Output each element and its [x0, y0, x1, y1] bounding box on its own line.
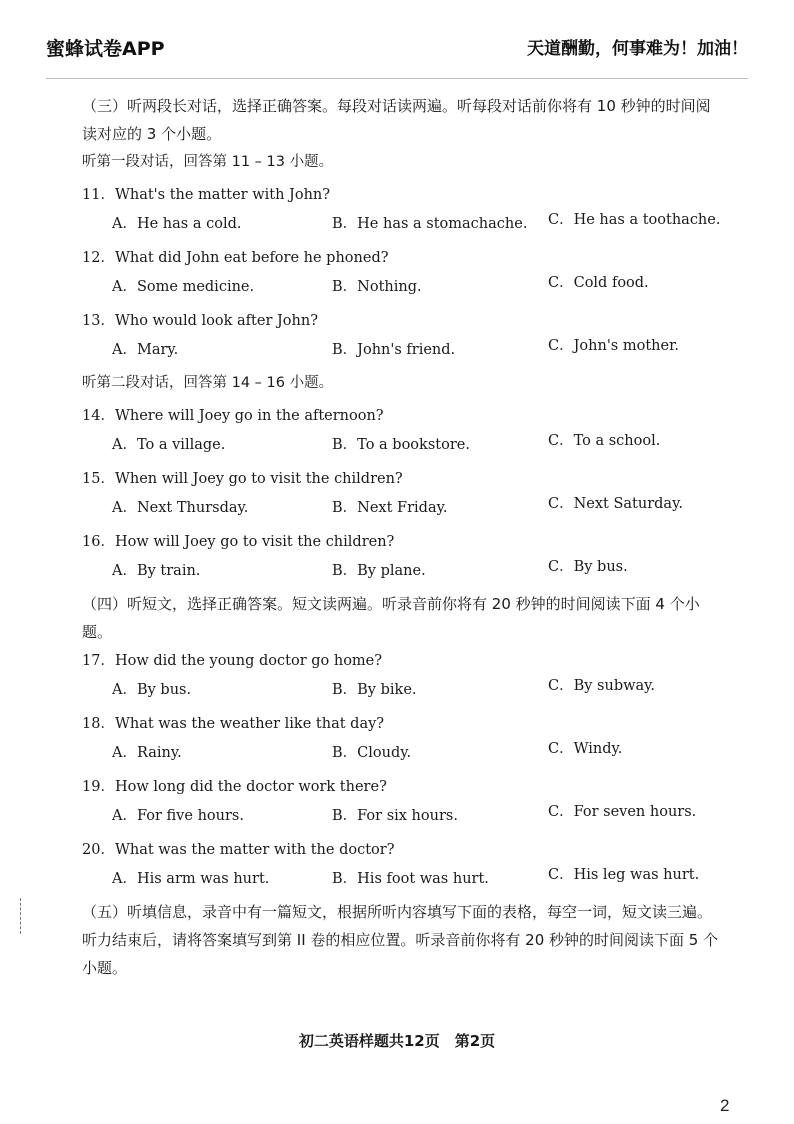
option-b: B．By bike. [332, 682, 417, 698]
option-b: B．By plane. [332, 563, 426, 579]
option-row [82, 337, 722, 369]
option-row [82, 211, 722, 243]
option-b: B．Nothing. [332, 279, 422, 295]
option-row [82, 677, 722, 709]
question-stem: 16．How will Joey go to visit the children? [82, 534, 395, 550]
scan-artifact [20, 898, 22, 934]
section-5-instruction: （五）听填信息，录音中有一篇短文，根据所听内容填写下面的表格，每空一词，短文读三遍。听力结束后，请将答案填写到第 II 卷的相应位置。听录音前你将有 20 秒钟的时间阅读下面 5 个小题。 [82, 903, 719, 977]
question-stem: 11．What's the matter with John? [82, 187, 331, 203]
app-name: 蜜蜂试卷APP [46, 38, 165, 60]
question-17 [82, 646, 722, 709]
option-a: A．Some medicine. [112, 279, 255, 295]
option-c: C．Windy. [548, 741, 623, 757]
question-16 [82, 527, 722, 590]
option-c: C．Cold food. [548, 275, 649, 291]
header-slogan: 天道酬勤，何事难为！加油！ [527, 39, 748, 59]
section-3-instruction: （三）听两段长对话，选择正确答案。每段对话读两遍。听每段对话前你将有 10 秒钟的时间阅读对应的 3 个小题。 [82, 97, 711, 143]
option-b: B．To a bookstore. [332, 437, 470, 453]
option-row [82, 274, 722, 306]
question-19 [82, 772, 722, 835]
dialog-1-intro: 听第一段对话，回答第 11 – 13 小题。 [82, 154, 334, 170]
option-b: B．His foot was hurt. [332, 871, 489, 887]
option-a: A．To a village. [112, 437, 226, 453]
section-4-instruction: （四）听短文，选择正确答案。短文读两遍。听录音前你将有 20 秒钟的时间阅读下面 4 个小题。 [82, 595, 700, 641]
option-b: B．He has a stomachache. [332, 216, 528, 232]
option-c: C．Next Saturday. [548, 496, 683, 512]
option-a: A．His arm was hurt. [112, 871, 270, 887]
dialog-2-intro: 听第二段对话，回答第 14 – 16 小题。 [82, 375, 334, 391]
page-number: 2 [720, 1096, 730, 1115]
option-a: A．For five hours. [112, 808, 244, 824]
question-stem: 12．What did John eat before he phoned? [82, 250, 389, 266]
question-13 [82, 306, 722, 369]
question-20 [82, 835, 722, 898]
option-b: B．For six hours. [332, 808, 458, 824]
option-a: A．Rainy. [112, 745, 182, 761]
option-a: A．Next Thursday. [112, 500, 249, 516]
option-row [82, 803, 722, 835]
question-14 [82, 401, 722, 464]
exam-sheet [82, 92, 722, 982]
option-c: C．For seven hours. [548, 804, 697, 820]
question-18 [82, 709, 722, 772]
question-stem: 14．Where will Joey go in the afternoon? [82, 408, 384, 424]
question-stem: 20．What was the matter with the doctor? [82, 842, 395, 858]
option-b: B．Cloudy. [332, 745, 412, 761]
option-c: C．By bus. [548, 559, 628, 575]
question-stem: 17．How did the young doctor go home? [82, 653, 383, 669]
option-row [82, 432, 722, 464]
question-15 [82, 464, 722, 527]
header-divider [46, 78, 748, 79]
option-row [82, 866, 722, 898]
option-b: B．John's friend. [332, 342, 456, 358]
page-footer-title: 初二英语样题共12页 第2页 [298, 1032, 496, 1050]
option-a: A．Mary. [112, 342, 179, 358]
option-a: A．He has a cold. [112, 216, 242, 232]
option-c: C．John's mother. [548, 338, 680, 354]
app-header [0, 0, 794, 80]
option-row [82, 495, 722, 527]
question-stem: 13．Who would look after John? [82, 313, 318, 329]
question-12 [82, 243, 722, 306]
option-c: C．He has a toothache. [548, 212, 721, 228]
option-row [82, 558, 722, 590]
question-stem: 15．When will Joey go to visit the children? [82, 471, 403, 487]
question-11 [82, 180, 722, 243]
option-a: A．By train. [112, 563, 201, 579]
question-stem: 19．How long did the doctor work there? [82, 779, 387, 795]
option-a: A．By bus. [112, 682, 192, 698]
question-stem: 18．What was the weather like that day? [82, 716, 385, 732]
option-b: B．Next Friday. [332, 500, 448, 516]
option-c: C．By subway. [548, 678, 656, 694]
option-row [82, 740, 722, 772]
option-c: C．His leg was hurt. [548, 867, 700, 883]
option-c: C．To a school. [548, 433, 661, 449]
